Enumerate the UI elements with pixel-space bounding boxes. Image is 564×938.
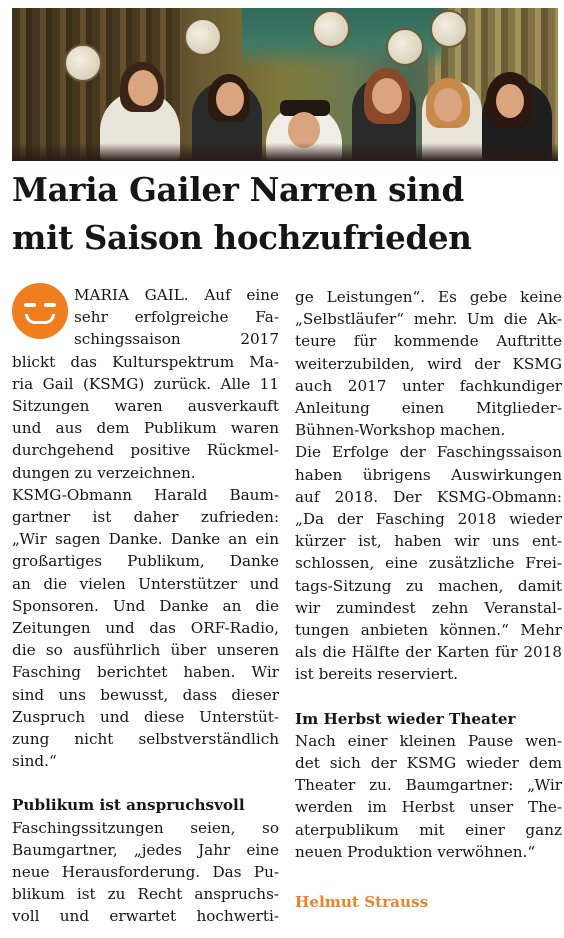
- text-line: großartiges Publikum, Danke: [12, 552, 279, 571]
- text-line: haben übrigens Auswirkungen: [295, 465, 562, 484]
- text-line: an die vielen Unterstützer und: [12, 574, 279, 593]
- text-line: MARIA GAIL. Auf eine: [74, 286, 279, 304]
- lead-paragraph-indented: [12, 284, 279, 351]
- text-line: gartner ist daher zufrieden:: [12, 508, 279, 527]
- text-line: und aus dem Publikum waren: [12, 419, 279, 438]
- text-line: Zuspruch und diese Unterstüt-: [12, 707, 279, 726]
- text-line: Die Erfolge der Faschingssaison: [295, 443, 562, 462]
- text-line: Zeitungen und das ORF-Radio,: [12, 619, 279, 638]
- text-line: tags-Sitzung zu machen, damit: [295, 576, 562, 595]
- text-line: zung nicht selbstverständlich: [12, 730, 279, 749]
- subheading: Im Herbst wieder Theater: [295, 709, 516, 728]
- text-line: sind uns bewusst, dass dieser: [12, 685, 279, 704]
- text-line: Nach einer kleinen Pause wen-: [295, 731, 562, 750]
- performer-face: [128, 70, 158, 106]
- author-byline: Helmut Strauss: [295, 893, 429, 912]
- text-line: werden im Herbst unser The-: [295, 798, 562, 817]
- tambourine-icon: [430, 10, 468, 48]
- text-line: Bühnen-Workshop machen.: [295, 421, 506, 440]
- text-line: schingssaison 2017: [74, 330, 279, 349]
- text-line: aterpublikum mit einer ganz: [295, 820, 562, 839]
- text-line: neuen Produktion verwöhnen.“: [295, 842, 536, 861]
- tambourine-icon: [64, 44, 102, 82]
- text-line: „Da der Fasching 2018 wieder: [295, 510, 562, 529]
- text-line: auf 2018. Der KSMG-Obmann:: [295, 487, 562, 506]
- performer-face: [216, 82, 244, 116]
- tambourine-icon: [312, 10, 350, 48]
- subheading: Publikum ist anspruchsvoll: [12, 796, 245, 815]
- text-line: ge Leistungen“. Es gebe keine: [295, 288, 562, 306]
- text-line: „Wir sagen Danke. Danke an ein: [12, 530, 279, 549]
- text-line: voll und erwartet hochwerti-: [12, 907, 279, 926]
- text-line: Fasching berichtet haben. Wir: [12, 663, 279, 682]
- text-line: auch 2017 unter fachkundiger: [295, 376, 562, 395]
- article-headline: [12, 166, 558, 262]
- text-line: Theater zu. Baumgartner: „Wir: [295, 776, 562, 795]
- text-line: Anleitung einen Mitglieder-: [295, 399, 562, 418]
- text-line: neue Herausforderung. Das Pu-: [12, 863, 279, 882]
- text-line: ist bereits reserviert.: [295, 665, 459, 684]
- text-line: tungen anbieten können.“ Mehr: [295, 621, 562, 640]
- paragraph: [12, 484, 279, 773]
- tambourine-icon: [184, 18, 222, 56]
- text-line: Sitzungen waren ausverkauft: [12, 397, 279, 416]
- text-line: KSMG-Obmann Harald Baum-: [12, 485, 279, 504]
- performer-face: [434, 88, 462, 122]
- tambourine-icon: [386, 28, 424, 66]
- text-line: „Selbstläufer“ mehr. Um die Ak-: [295, 310, 562, 329]
- paragraph: [295, 286, 562, 441]
- text-line: sehr erfolgreiche Fa-: [74, 308, 279, 327]
- text-line: Baumgartner, „jedes Jahr eine: [12, 840, 279, 859]
- text-line: Sponsoren. Und Danke an die: [12, 596, 279, 615]
- text-line: blickt das Kulturspektrum Ma-: [12, 352, 279, 371]
- stage-floor: [12, 143, 558, 161]
- performer-face: [372, 78, 402, 114]
- stage-photo: [12, 8, 558, 161]
- text-line: die so ausführlich über unseren: [12, 641, 279, 660]
- headline-line-2: mit Saison hochzufrieden: [12, 218, 472, 257]
- text-line: schlossen, eine zusätzliche Frei-: [295, 554, 562, 573]
- paragraph: [12, 817, 279, 928]
- text-line: dungen zu verzeichnen.: [12, 463, 196, 482]
- text-line: teure für kommende Auftritte: [295, 332, 562, 351]
- article-column-2: [295, 286, 562, 913]
- text-line: wir zumindest zehn Veranstal-: [295, 598, 562, 617]
- paragraph: [295, 730, 562, 863]
- text-line: weiterzubilden, wird der KSMG: [295, 354, 562, 373]
- text-line: ria Gail (KSMG) zurück. Alle 11: [12, 374, 279, 393]
- performer-face: [496, 84, 524, 118]
- text-line: det sich der KSMG wieder dem: [295, 754, 562, 773]
- text-line: als die Hälfte der Karten für 2018: [295, 643, 562, 662]
- article-column-1: [12, 284, 279, 928]
- lead-paragraph: [12, 351, 279, 484]
- paragraph: [295, 441, 562, 685]
- text-line: blikum ist zu Recht anspruchs-: [12, 885, 279, 904]
- headline-line-1: Maria Gailer Narren sind: [12, 170, 464, 209]
- text-line: sind.“: [12, 752, 57, 771]
- text-line: durchgehend positive Rückmel-: [12, 441, 279, 460]
- text-line: Faschingssitzungen seien, so: [12, 818, 279, 837]
- text-line: kürzer ist, haben wir uns ent-: [295, 532, 562, 551]
